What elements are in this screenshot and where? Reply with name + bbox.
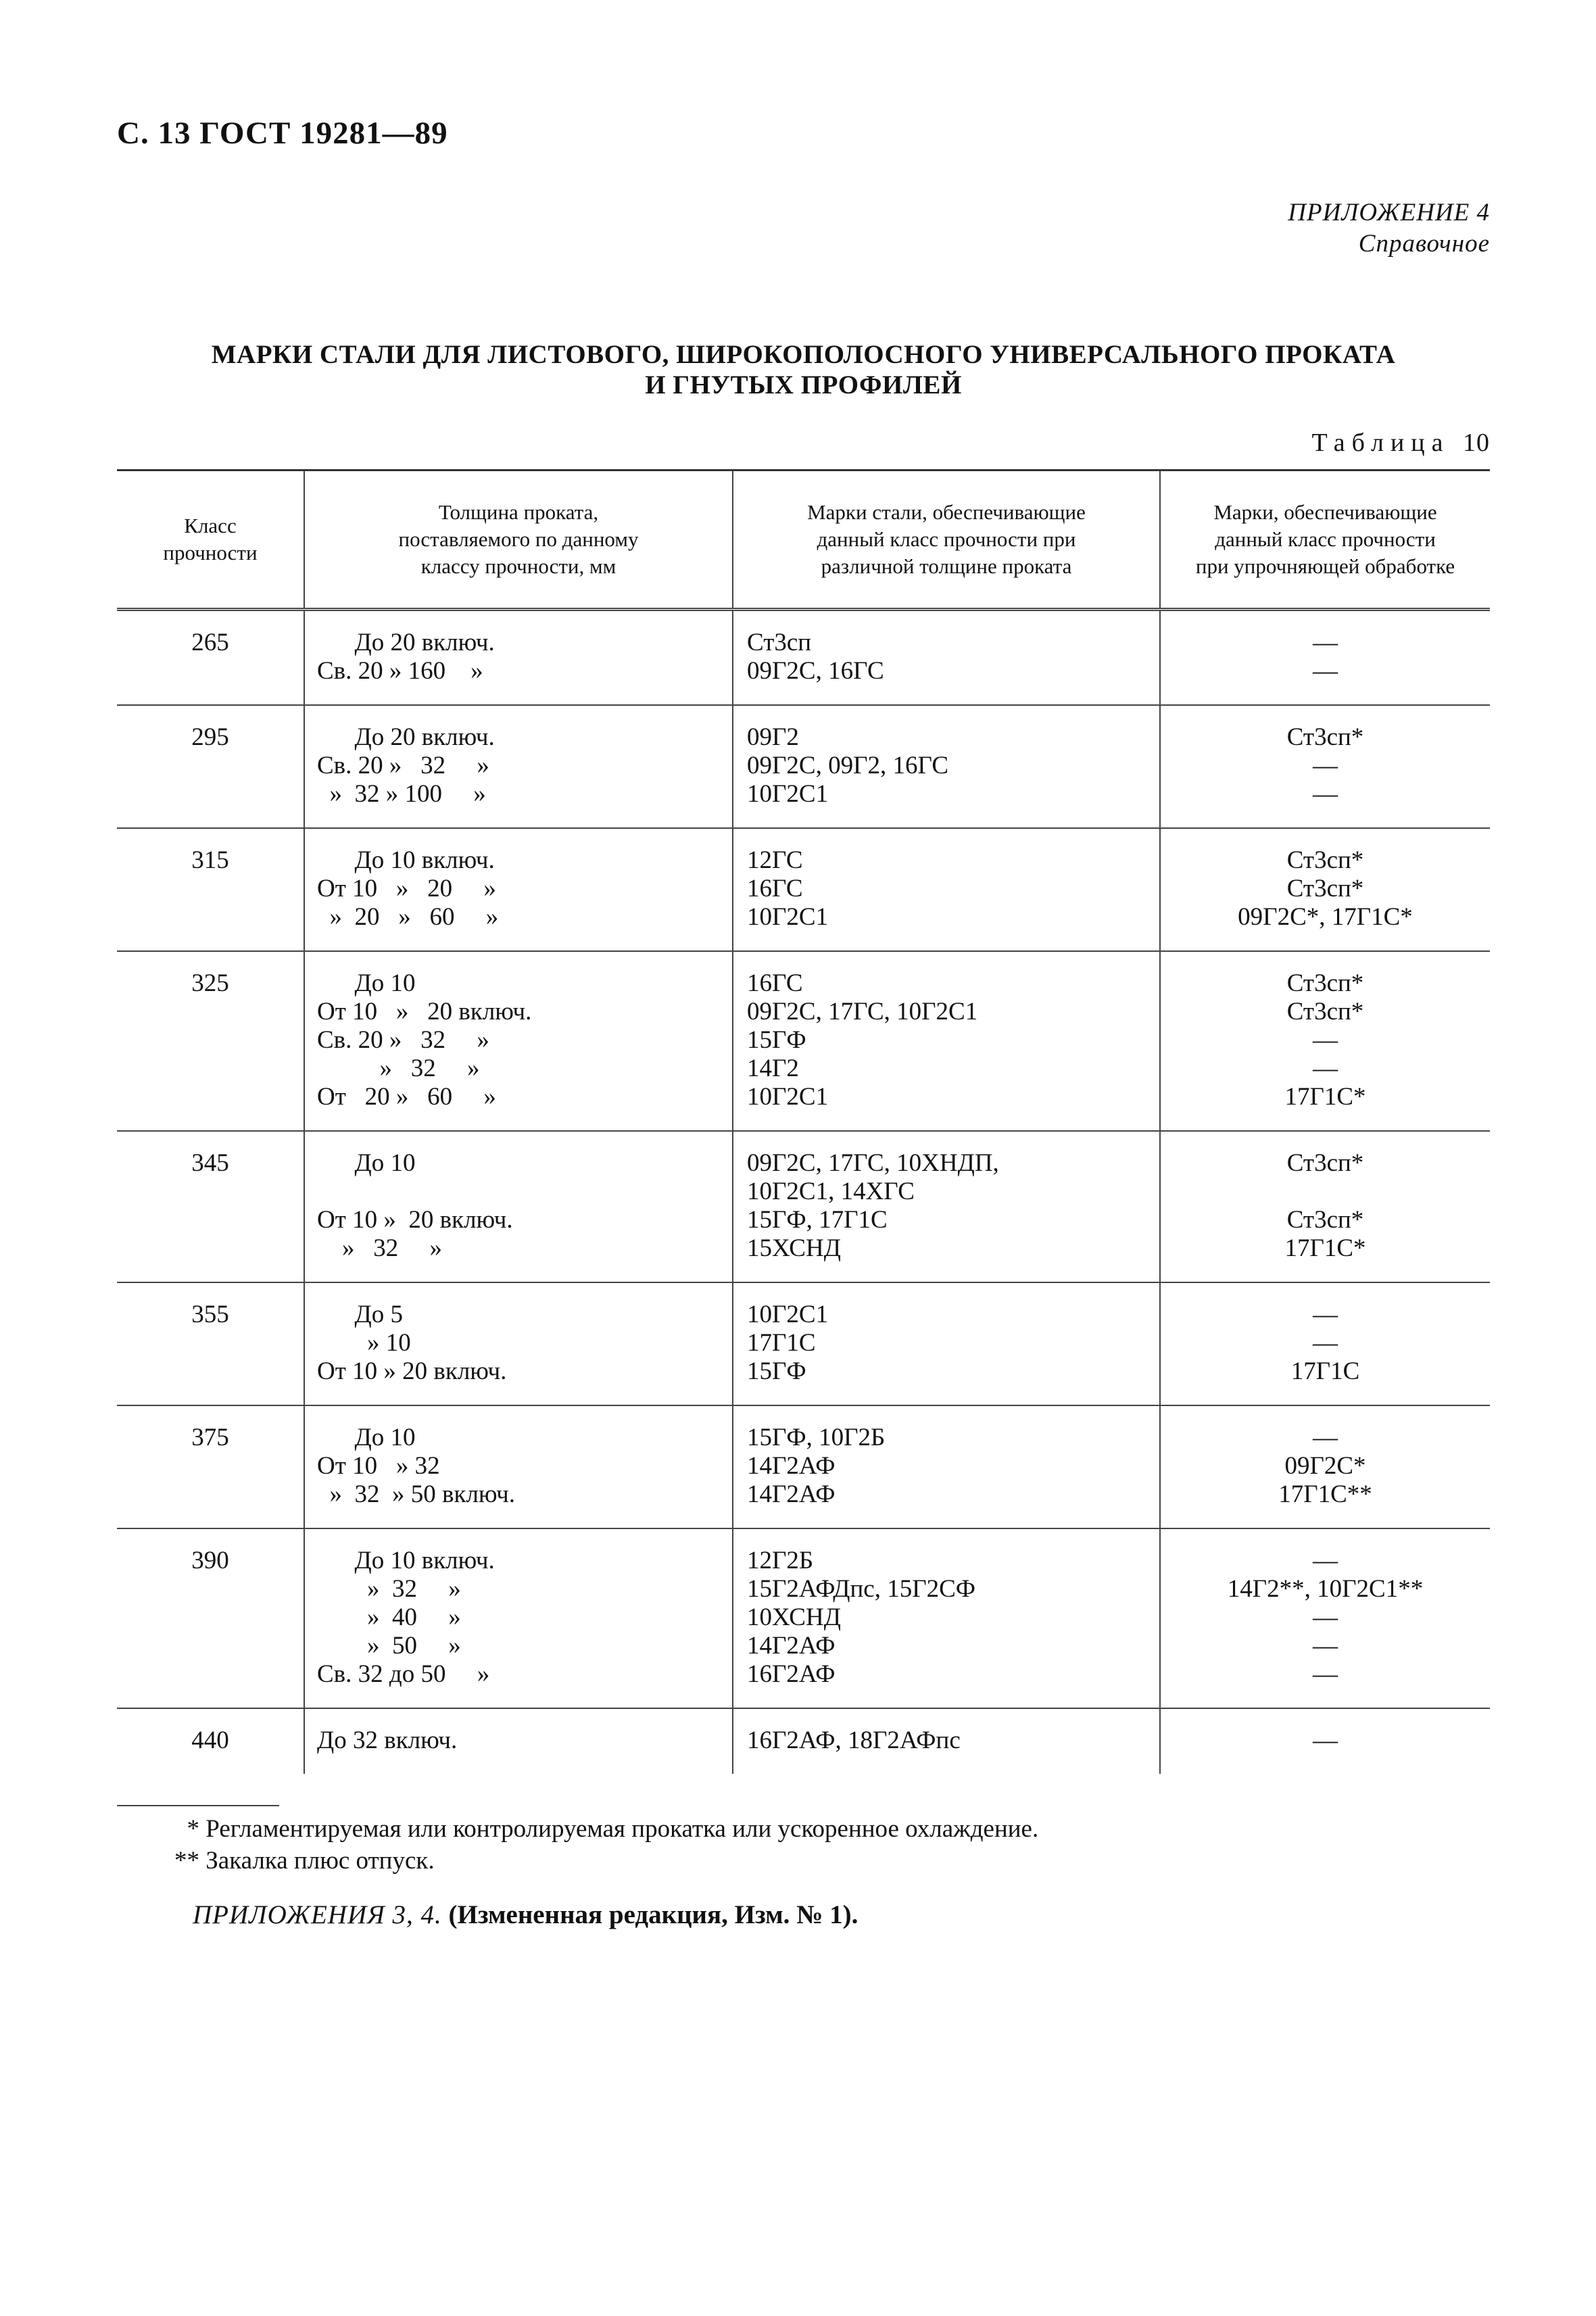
cell-strength-class: 325	[117, 951, 304, 1131]
cell-thickness-line: » 32 »	[317, 1575, 461, 1603]
cell-steel-grades-line: 09Г2С, 17ГС, 10ХНДП,	[747, 1149, 999, 1177]
cell-strength-class: 440	[191, 1727, 229, 1754]
cell-hardening-grades	[1160, 705, 1490, 828]
cell-steel-grades-line: 09Г2С, 09Г2, 16ГС	[747, 752, 949, 779]
cell-hardening-grades-line: 17Г1С**	[1278, 1480, 1372, 1508]
cell-thickness-line: От 10 » 32	[317, 1452, 440, 1480]
cell-thickness-line: » 10	[317, 1329, 411, 1357]
document-title	[117, 339, 1490, 400]
cell-thickness-line: До 20 включ.	[317, 723, 495, 751]
amendment-appendices: ПРИЛОЖЕНИЯ 3, 4.	[193, 1900, 442, 1929]
cell-steel-grades-line: 14Г2АФ	[747, 1632, 836, 1660]
cell-hardening-grades-line: Ст3сп*	[1286, 723, 1364, 751]
cell-thickness-line: От 20 » 60 »	[317, 1083, 496, 1111]
cell-hardening-grades-line: —	[1313, 1026, 1338, 1054]
cell-hardening-grades-line: 09Г2С*, 17Г1С*	[1238, 903, 1413, 931]
cell-steel-grades	[733, 1131, 1160, 1282]
appendix-note: Справочное	[1358, 230, 1490, 258]
cell-thickness-line: » 32 » 50 включ.	[317, 1480, 516, 1508]
cell-thickness-line: До 32 включ.	[317, 1727, 458, 1754]
header-line: различной толщине проката	[821, 554, 1072, 578]
cell-hardening-grades	[1160, 1708, 1490, 1774]
cell-steel-grades-line: 15ГФ	[747, 1026, 806, 1054]
cell-steel-grades-line: Ст3сп	[747, 629, 812, 656]
header-line: Марки, обеспечивающие	[1213, 500, 1437, 524]
cell-strength-class: 390	[117, 1528, 304, 1708]
cell-steel-grades-line: 10Г2С1	[747, 1301, 829, 1328]
cell-hardening-grades	[1160, 1405, 1490, 1528]
cell-steel-grades-line: 14Г2АФ	[747, 1480, 836, 1508]
cell-thickness-line: Св. 32 до 50 »	[317, 1660, 490, 1688]
cell-thickness-line: » 32 »	[317, 1234, 442, 1262]
table-label-number: 10	[1463, 429, 1490, 457]
cell-steel-grades	[733, 828, 1160, 951]
cell-thickness-line: От 10 » 20 »	[317, 875, 496, 902]
cell-steel-grades-line: 12ГС	[747, 846, 803, 874]
table-row	[117, 1405, 1490, 1528]
cell-hardening-grades	[1160, 1131, 1490, 1282]
cell-thickness-line: От 10 » 20 включ.	[317, 1206, 513, 1234]
header-line: данный класс прочности	[1215, 527, 1436, 551]
cell-steel-grades-line: 10Г2С1	[747, 903, 829, 931]
cell-hardening-grades-line: —	[1313, 629, 1338, 656]
cell-steel-grades-line: 10Г2С1	[747, 780, 829, 808]
appendix-label: ПРИЛОЖЕНИЕ 4	[1288, 199, 1490, 226]
cell-thickness-line: До 10 включ.	[317, 846, 495, 874]
cell-hardening-grades-line: 17Г1С	[1290, 1357, 1360, 1385]
cell-thickness-line: До 5	[317, 1301, 403, 1328]
cell-thickness-line: » 20 » 60 »	[317, 903, 499, 931]
footnotes	[174, 1813, 1038, 1877]
cell-hardening-grades	[1160, 951, 1490, 1131]
cell-hardening-grades-line: —	[1313, 1727, 1338, 1754]
cell-steel-grades	[733, 1282, 1160, 1405]
cell-steel-grades-line: 12Г2Б	[747, 1547, 814, 1574]
cell-hardening-grades-line: —	[1313, 780, 1338, 808]
cell-hardening-grades-line: Ст3сп*	[1286, 875, 1364, 902]
cell-hardening-grades-line: —	[1313, 1424, 1338, 1451]
appendix-label-block	[1288, 197, 1490, 260]
cell-strength-class: 295	[117, 705, 304, 828]
cell-steel-grades	[733, 1528, 1160, 1708]
cell-hardening-grades-line: Ст3сп*	[1286, 1149, 1364, 1177]
amendment-note	[193, 1900, 858, 1930]
cell-hardening-grades-line	[1161, 1178, 1489, 1206]
cell-thickness-line: » 50 »	[317, 1632, 461, 1660]
cell-strength-class: 375	[117, 1405, 304, 1528]
cell-thickness	[304, 1528, 733, 1708]
cell-thickness-line: До 10	[317, 1149, 416, 1177]
cell-steel-grades-line: 15ХСНД	[747, 1234, 841, 1262]
header-line: Толщина проката,	[438, 500, 599, 524]
table-row	[117, 1282, 1490, 1405]
cell-thickness-line: До 10 включ.	[317, 1547, 495, 1574]
cell-steel-grades-line: 09Г2С, 17ГС, 10Г2С1	[747, 998, 978, 1026]
cell-hardening-grades-line: Ст3сп*	[1286, 998, 1364, 1026]
cell-strength-class: 265	[117, 610, 304, 706]
cell-steel-grades-line: 16ГС	[747, 875, 803, 902]
cell-steel-grades-line: 14Г2	[747, 1055, 799, 1082]
cell-steel-grades-line: 16Г2АФ, 18Г2АФпс	[747, 1727, 961, 1754]
cell-thickness-line: Св. 20 » 32 »	[317, 752, 489, 779]
table-row	[117, 1131, 1490, 1282]
table-row	[117, 828, 1490, 951]
cell-steel-grades	[733, 1405, 1160, 1528]
cell-thickness-line: » 40 »	[317, 1603, 461, 1631]
title-line-1: МАРКИ СТАЛИ ДЛЯ ЛИСТОВОГО, ШИРОКОПОЛОСНОГО УНИВЕРСАЛЬНОГО ПРОКАТА	[211, 340, 1396, 369]
cell-steel-grades	[733, 1708, 1160, 1774]
cell-thickness	[304, 1405, 733, 1528]
cell-steel-grades-line: 10Г2С1, 14ХГС	[747, 1178, 915, 1205]
cell-hardening-grades-line: —	[1313, 1660, 1338, 1688]
cell-steel-grades-line: 14Г2АФ	[747, 1452, 836, 1480]
cell-hardening-grades-line: 14Г2**, 10Г2С1**	[1227, 1575, 1424, 1603]
cell-hardening-grades-line: —	[1313, 657, 1338, 685]
cell-steel-grades-line: 10ХСНД	[747, 1603, 841, 1631]
header-line: при упрочняющей обработке	[1195, 554, 1455, 578]
cell-steel-grades-line: 10Г2С1	[747, 1083, 829, 1111]
cell-thickness	[304, 705, 733, 828]
cell-thickness	[304, 828, 733, 951]
cell-hardening-grades	[1160, 828, 1490, 951]
cell-hardening-grades-line: 09Г2С*	[1284, 1452, 1366, 1480]
table-label-word: Таблица	[1311, 429, 1450, 457]
table-header-row	[117, 471, 1490, 610]
title-line-2: И ГНУТЫХ ПРОФИЛЕЙ	[645, 370, 962, 400]
amendment-edition: (Измененная редакция, Изм. № 1).	[448, 1900, 859, 1929]
cell-steel-grades-line: 15ГФ	[747, 1357, 806, 1385]
cell-hardening-grades-line: Ст3сп*	[1286, 969, 1364, 997]
cell-thickness	[304, 610, 733, 706]
table-row	[117, 1528, 1490, 1708]
cell-steel-grades-line: 17Г1С	[747, 1329, 816, 1357]
cell-thickness-line	[317, 1178, 731, 1206]
table-row	[117, 1708, 1490, 1774]
cell-steel-grades-line: 15ГФ, 17Г1С	[747, 1206, 888, 1234]
cell-hardening-grades-line: —	[1313, 1547, 1338, 1574]
header-line: Класс	[184, 514, 237, 537]
cell-steel-grades-line: 16Г2АФ	[747, 1660, 836, 1688]
cell-hardening-grades-line: 17Г1С*	[1284, 1234, 1366, 1262]
header-line: Марки стали, обеспечивающие	[807, 500, 1086, 524]
footnote-1: * Регламентируемая или контролируемая прокатка или ускоренное охлаждение.	[174, 1815, 1039, 1843]
cell-thickness-line: От 10 » 20 включ.	[317, 1357, 507, 1385]
cell-strength-class: 355	[117, 1282, 304, 1405]
header-thickness	[304, 471, 733, 610]
page-header: С. 13 ГОСТ 19281—89	[117, 116, 448, 151]
header-steel-grades	[733, 471, 1160, 610]
cell-thickness-line: Св. 20 » 32 »	[317, 1026, 489, 1054]
footnote-2: ** Закалка плюс отпуск.	[174, 1847, 435, 1875]
header-line: данный класс прочности при	[817, 527, 1076, 551]
cell-steel-grades-line: 09Г2	[747, 723, 799, 751]
cell-steel-grades	[733, 951, 1160, 1131]
cell-hardening-grades-line: Ст3сп*	[1286, 846, 1364, 874]
cell-thickness-line: До 10	[317, 969, 416, 997]
cell-hardening-grades-line: —	[1313, 1603, 1338, 1631]
cell-hardening-grades	[1160, 1282, 1490, 1405]
cell-hardening-grades-line: Ст3сп*	[1286, 1206, 1364, 1234]
table-row	[117, 951, 1490, 1131]
table-row	[117, 705, 1490, 828]
cell-steel-grades-line: 16ГС	[747, 969, 803, 997]
cell-thickness-line: От 10 » 20 включ.	[317, 998, 532, 1026]
header-strength-class	[117, 471, 304, 610]
cell-hardening-grades	[1160, 1528, 1490, 1708]
cell-thickness-line: » 32 »	[317, 1055, 480, 1082]
cell-thickness-line: » 32 » 100 »	[317, 780, 486, 808]
cell-thickness	[304, 1282, 733, 1405]
table-label	[1311, 428, 1490, 458]
cell-thickness	[304, 1708, 733, 1774]
header-line: классу прочности, мм	[420, 554, 616, 578]
header-hardening-grades	[1160, 471, 1490, 610]
steel-grades-table	[117, 469, 1490, 1774]
cell-strength-class: 345	[117, 1131, 304, 1282]
table-body	[117, 610, 1490, 1775]
footnote-divider	[117, 1805, 279, 1806]
cell-steel-grades	[733, 705, 1160, 828]
table-row	[117, 610, 1490, 706]
cell-hardening-grades-line: —	[1313, 1632, 1338, 1660]
cell-thickness-line: Св. 20 » 160 »	[317, 657, 483, 685]
cell-hardening-grades-line: 17Г1С*	[1284, 1083, 1366, 1111]
cell-strength-class: 315	[117, 828, 304, 951]
cell-hardening-grades-line: —	[1313, 752, 1338, 779]
cell-hardening-grades-line: —	[1313, 1301, 1338, 1328]
cell-hardening-grades-line: —	[1313, 1055, 1338, 1082]
cell-thickness	[304, 1131, 733, 1282]
cell-steel-grades-line: 15Г2АФДпс, 15Г2СФ	[747, 1575, 976, 1603]
cell-steel-grades-line: 15ГФ, 10Г2Б	[747, 1424, 886, 1451]
header-line: поставляемого по данному	[398, 527, 639, 551]
cell-steel-grades-line: 09Г2С, 16ГС	[747, 657, 884, 685]
cell-hardening-grades-line: —	[1313, 1329, 1338, 1357]
cell-thickness-line: До 10	[317, 1424, 416, 1451]
cell-steel-grades	[733, 610, 1160, 706]
cell-thickness-line: До 20 включ.	[317, 629, 495, 656]
cell-hardening-grades	[1160, 610, 1490, 706]
header-line: прочности	[163, 541, 258, 564]
cell-thickness	[304, 951, 733, 1131]
